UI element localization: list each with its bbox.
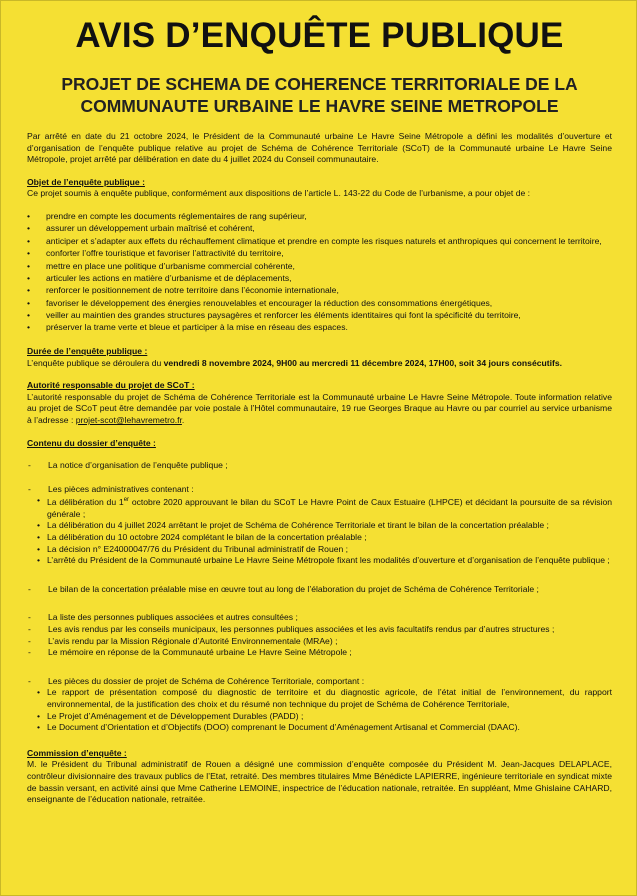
projet-piece-item: • Le Projet d’Aménagement et de Développement Durables (PADD) ; bbox=[37, 711, 612, 723]
objet-bullet-item: • préserver la trame verte et bleue et participer à la mise en réseau des espaces. bbox=[27, 322, 612, 334]
objet-bullet-item: • assurer un développement urbain maîtrisé et cohérent, bbox=[27, 223, 612, 235]
duree-text-start: L’enquête publique se déroulera du bbox=[27, 357, 164, 368]
contenu-item-projet: - Les pièces du dossier de projet de Schéma de Cohérence Territoriale, comportant : bbox=[27, 676, 612, 688]
contenu-group-notice bbox=[27, 460, 612, 472]
subtitle-line-2: COMMUNAUTE URBAINE LE HAVRE SEINE METROPOLE bbox=[80, 96, 559, 116]
autorite-text: L’autorité responsable du projet de Schéma de Cohérence Territoriale est la Communauté urbaine Le Havre Seine Métropole. Toute information relative au projet de SCoT peut être demandée par voie postale à l’Hôtel communautaire, 19 rue Georges Braque au Havre ou par courriel au service urbanisme à l’adresse : bbox=[27, 391, 612, 426]
admin-pieces-list bbox=[37, 495, 612, 566]
section-autorite bbox=[27, 380, 612, 426]
section-duree-heading: Durée de l’enquête publique : bbox=[27, 346, 148, 357]
section-objet-text: Ce projet soumis à enquête publique, conformément aux dispositions de l’article L. 143-22 du Code de l’urbanisme, a pour objet de : bbox=[27, 188, 531, 199]
admin-piece-text: La délibération du 10 octobre 2024 complétant le bilan de la concertation préalable ; bbox=[47, 532, 367, 543]
contenu-group-bilan bbox=[27, 584, 612, 596]
section-commission-heading: Commission d’enquête : bbox=[27, 747, 127, 758]
section-commission bbox=[27, 748, 612, 806]
admin-piece-text: La délibération du 1 bbox=[47, 497, 124, 508]
objet-bullet-item: • favoriser le développement des énergies renouvelables et encourager la réduction des consommations énergétiques, bbox=[27, 298, 612, 310]
page-title: AVIS D’ENQUÊTE PUBLIQUE bbox=[75, 16, 564, 55]
section-objet bbox=[27, 177, 612, 334]
objet-bullet-item: • conforter l’offre touristique et favoriser l’attractivité du territoire, bbox=[27, 248, 612, 260]
admin-piece-text: L’arrêté du Président de la Communauté urbaine Le Havre Seine Métropole fixant les modalités d’ouverture et d’organisation de l’enquête publique ; bbox=[47, 555, 610, 566]
admin-piece-item bbox=[37, 520, 612, 532]
section-duree bbox=[27, 346, 612, 369]
contenu-item-admin: - Les pièces administratives contenant : bbox=[27, 484, 612, 496]
email-link[interactable]: projet-scot@lehavremetro.fr bbox=[75, 415, 182, 426]
intro-paragraph: Par arrêté en date du 21 octobre 2024, le Président de la Communauté urbaine Le Havre Seine Métropole a défini les modalités d’ouverture et d’organisation de l’enquête publique relative au projet de Schéma de Cohérence Territoriale (SCoT) de la Communauté urbaine Le Havre Seine Métropole, projet arrêté par délibération en date du 4 juillet 2024 du Conseil communautaire. bbox=[27, 131, 612, 165]
admin-piece-item bbox=[37, 495, 612, 520]
subtitle-line-1: PROJET DE SCHEMA DE COHERENCE TERRITORIALE DE LA bbox=[61, 74, 578, 94]
admin-piece-item bbox=[37, 555, 612, 567]
contenu-item-avis: - Le mémoire en réponse de la Communauté urbaine Le Havre Seine Métropole ; bbox=[27, 647, 612, 659]
section-duree-text bbox=[27, 358, 612, 370]
section-autorite-heading: Autorité responsable du projet de SCoT : bbox=[27, 380, 195, 391]
objet-bullet-item: • renforcer le positionnement de notre territoire dans l’économie internationale, bbox=[27, 285, 612, 297]
contenu-item-avis: - La liste des personnes publiques associées et autres consultées ; bbox=[27, 612, 612, 624]
autorite-text-end: . bbox=[181, 415, 185, 426]
objet-bullet-item: • mettre en place une politique d’urbanisme commercial cohérente, bbox=[27, 261, 612, 273]
admin-piece-text: La délibération du 4 juillet 2024 arrêtant le projet de Schéma de Cohérence Territoriale et tirant le bilan de la concertation préalable ; bbox=[47, 520, 549, 531]
section-autorite-text bbox=[27, 392, 612, 427]
contenu-item-avis: - L’avis rendu par la Mission Régionale d’Autorité Environnementale (MRAe) ; bbox=[27, 636, 612, 648]
section-contenu bbox=[27, 438, 612, 734]
contenu-group-projet bbox=[27, 676, 612, 734]
admin-piece-text-end: octobre 2020 approuvant le bilan du SCoT Le Havre Point de Caux Estuaire (LHPCE) et décidant la poursuite de sa révision générale ; bbox=[47, 497, 612, 519]
projet-piece-item: • Le rapport de présentation composé du diagnostic de territoire et du diagnostic agricole, de l’état initial de l’environnement, du rapport environnemental, de la justification des choix et du résumé non technique du projet de Schéma de Cohérence Territoriale, bbox=[37, 687, 612, 710]
contenu-item-avis: - Les avis rendus par les conseils municipaux, les personnes publiques associées et les avis facultatifs rendus par d’autres structures ; bbox=[27, 624, 612, 636]
objet-bullet-item: • articuler les actions en matière d’urbanisme et de déplacements, bbox=[27, 273, 612, 285]
section-contenu-heading: Contenu du dossier d’enquête : bbox=[27, 437, 156, 448]
objet-bullet-list bbox=[27, 211, 612, 334]
admin-piece-item bbox=[37, 532, 612, 544]
contenu-item-bilan: - Le bilan de la concertation préalable mise en œuvre tout au long de l’élaboration du projet de Schéma de Cohérence Territoriale ; bbox=[27, 584, 612, 596]
projet-pieces-list bbox=[37, 687, 612, 733]
contenu-group-admin bbox=[27, 484, 612, 567]
admin-piece-text: La décision n° E24000047/76 du Président du Tribunal administratif de Rouen ; bbox=[47, 543, 349, 554]
admin-piece-item bbox=[37, 544, 612, 556]
contenu-item-notice: - La notice d’organisation de l’enquête publique ; bbox=[27, 460, 612, 472]
section-objet-heading: Objet de l’enquête publique : bbox=[27, 176, 145, 187]
ordinal-suffix: er bbox=[123, 497, 130, 504]
notice-body bbox=[27, 131, 612, 806]
objet-bullet-item: • anticiper et s’adapter aux effets du réchauffement climatique et prendre en compte les risques naturels et anthropiques qui concernent le territoire, bbox=[27, 236, 612, 248]
page-subtitle bbox=[27, 73, 612, 117]
projet-piece-item: • Le Document d’Orientation et d’Objectifs (DOO) comprenant le Document d’Aménagement Artisanal et Commercial (DAAC). bbox=[37, 722, 612, 734]
contenu-group-avis bbox=[27, 612, 612, 658]
duree-dates: vendredi 8 novembre 2024, 9H00 au mercredi 11 décembre 2024, 17H00, soit 34 jours consécutifs. bbox=[163, 357, 563, 368]
objet-bullet-item: • veiller au maintien des grandes structures paysagères et renforcer les éléments identitaires qui font la spécificité du territoire, bbox=[27, 310, 612, 322]
objet-bullet-item: • prendre en compte les documents réglementaires de rang supérieur, bbox=[27, 211, 612, 223]
section-commission-text: M. le Président du Tribunal administratif de Rouen a désigné une commission d’enquête composée du Président M. Jean-Jacques DELAPLACE, contrôleur divisionnaire des travaux publics de l’Etat, retraité. Des membres titulaires Mme Bénédicte LAPIERRE, ingénieure territoriale en syndicat mixte de bassin versant, en activité ainsi que Mme Catherine LEMOINE, inspectrice de l’éducation nationale, retraitée. En suppléant, Mme Ghislaine CAHARD, enseignante de l’éducation nationale, retraitée. bbox=[27, 759, 612, 805]
